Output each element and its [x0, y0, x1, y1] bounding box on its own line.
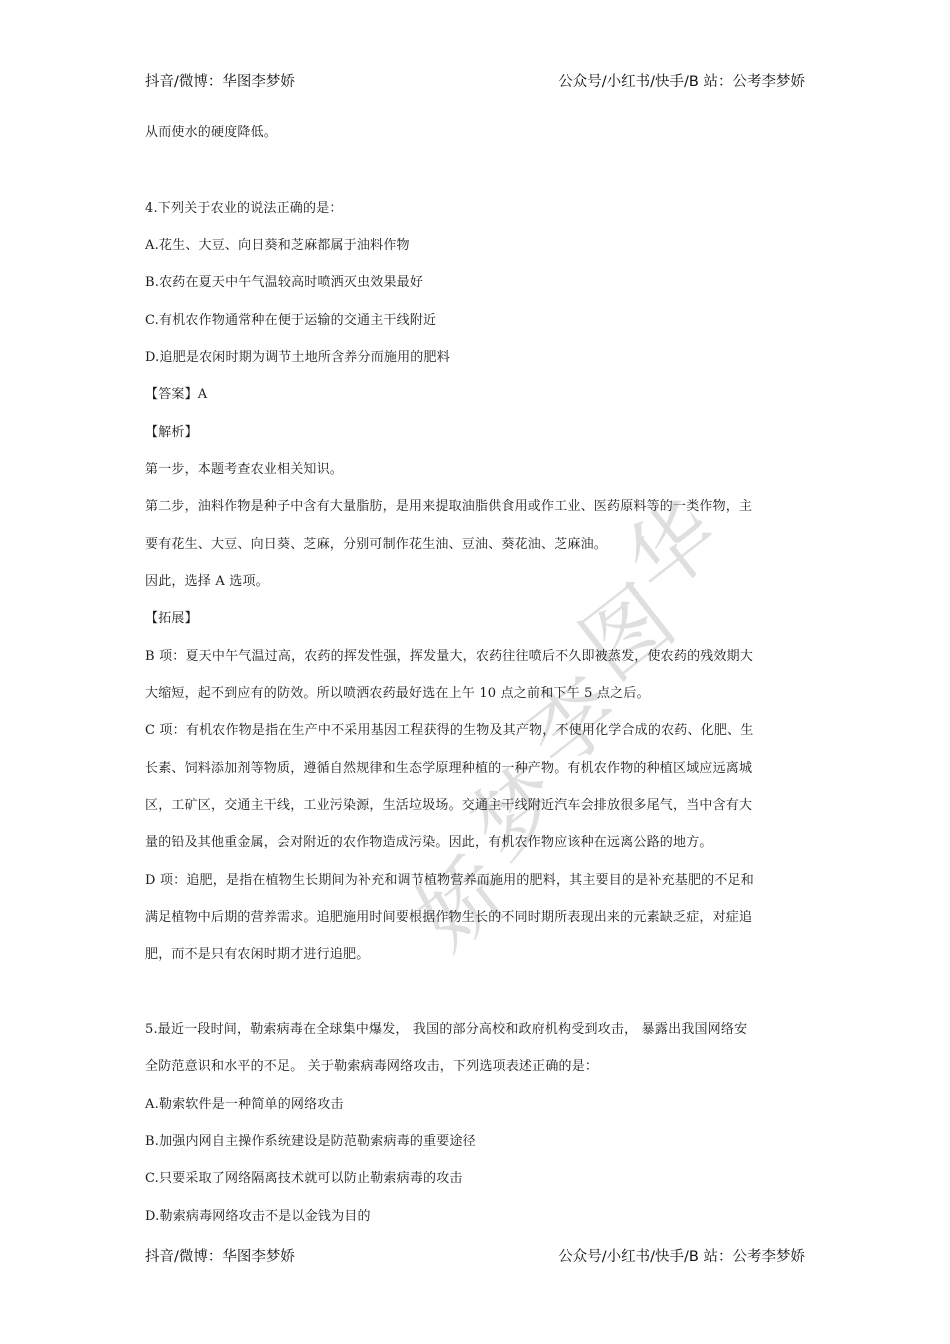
text-line: 肥，而不是只有农闲时期才进行追肥。: [145, 947, 370, 962]
header-right: 公众号/小红书/快手/B 站：公考李梦娇: [558, 74, 805, 90]
text-line: 大缩短，起不到应有的防效。所以喷洒农药最好选在上午 10 点之前和下午 5 点之后。: [145, 686, 650, 701]
footer-left: 抖音/微博：华图李梦娇: [145, 1249, 295, 1265]
text-line: 长素、饲料添加剂等物质，遵循自然规律和生态学原理种植的一种产物。有机农作物的种植区域应远离城: [145, 761, 753, 776]
text-line: D 项：追肥，是指在植物生长期间为补充和调节植物营养而施用的肥料，其主要目的是补充基肥的不足和: [145, 873, 754, 888]
text-line: 从而使水的硬度降低。: [145, 125, 278, 140]
answer-label: 【答案】A: [145, 387, 208, 402]
watermark-char: 李: [508, 657, 638, 790]
watermark-char: 梦: [453, 747, 583, 880]
text-line: B 项：夏天中午气温过高，农药的挥发性强，挥发量大，农药往往喷后不久即被蒸发，使农药的残效期大: [145, 649, 754, 664]
option-d: D.勒索病毒网络攻击不是以金钱为目的: [145, 1209, 371, 1224]
extension-label: 【拓展】: [145, 611, 198, 626]
question-4-stem: 4.下列关于农业的说法正确的是：: [145, 201, 343, 216]
text-line: C 项：有机农作物是指在生产中不采用基因工程获得的生物及其产物，不使用化学合成的农药、化肥、生: [145, 723, 754, 738]
option-d: D.追肥是农闲时期为调节土地所含养分而施用的肥料: [145, 350, 450, 365]
footer-right: 公众号/小红书/快手/B 站：公考李梦娇: [558, 1249, 805, 1265]
option-c: C.有机农作物通常种在便于运输的交通主干线附近: [145, 313, 437, 328]
text-line: 因此，选择 A 选项。: [145, 574, 269, 589]
watermark-char: 图: [563, 567, 693, 700]
text-line: 要有花生、大豆、向日葵、芝麻，分别可制作花生油、豆油、葵花油、芝麻油。: [145, 537, 608, 552]
header-left: 抖音/微博：华图李梦娇: [145, 74, 295, 90]
option-a: A.勒索软件是一种简单的网络攻击: [145, 1097, 344, 1112]
watermark-char: 华: [608, 482, 738, 615]
text-line: 满足植物中后期的营养需求。追肥施用时间要根据作物生长的不同时期所表现出来的元素缺乏症，对症追: [145, 910, 753, 925]
text-line: 区，工矿区，交通主干线，工业污染源，生活垃圾场。交通主干线附近汽车会排放很多尾气，当中含有大: [145, 798, 753, 813]
question-5-stem: 5.最近一段时间，勒索病毒在全球集中爆发， 我国的部分高校和政府机构受到攻击， 暴露出我国网络安: [145, 1022, 748, 1037]
option-c: C.只要采取了网络隔离技术就可以防止勒索病毒的攻击: [145, 1171, 463, 1186]
text-line: 全防范意识和水平的不足。 关于勒索病毒网络攻击，下列选项表述正确的是：: [145, 1059, 599, 1074]
text-line: 第二步，油料作物是种子中含有大量脂肪，是用来提取油脂供食用或作工业、医药原料等的一类作物，主: [145, 499, 753, 514]
analysis-label: 【解析】: [145, 425, 198, 440]
watermark-char: 娇: [398, 837, 528, 970]
option-a: A.花生、大豆、向日葵和芝麻都属于油料作物: [145, 238, 410, 253]
text-line: 量的铅及其他重金属，会对附近的农作物造成污染。因此，有机农作物应该种在远离公路的地方。: [145, 835, 713, 850]
option-b: B.加强内网自主操作系统建设是防范勒索病毒的重要途径: [145, 1134, 476, 1149]
text-line: 第一步，本题考查农业相关知识。: [145, 462, 344, 477]
option-b: B.农药在夏天中午气温较高时喷洒灭虫效果最好: [145, 275, 424, 290]
